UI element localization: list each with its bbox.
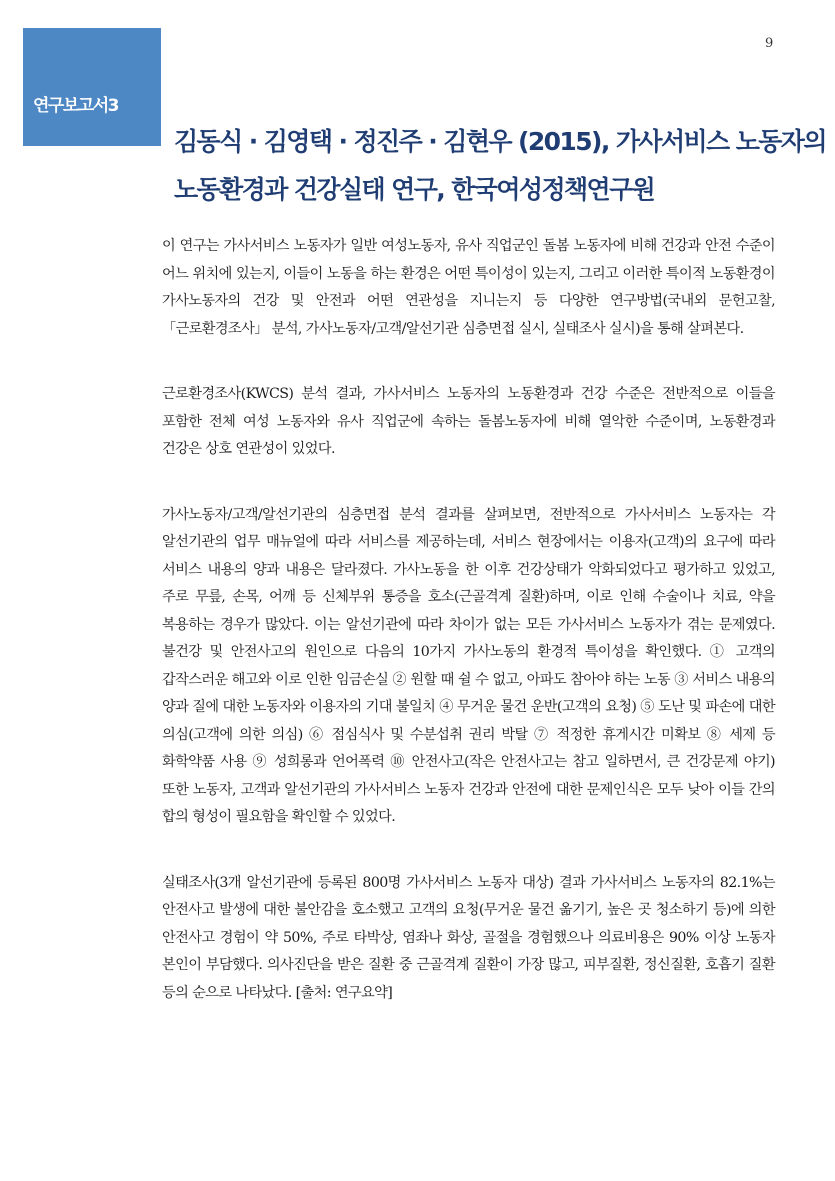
paragraph-survey-results: 실태조사(3개 알선기관에 등록된 800명 가사서비스 노동자 대상) 결과 가사서비스 노동자의 82.1%는 안전사고 발생에 대한 불안감을 호소했고 고객의 요청(무거운 물건 옮기기, 높은 곳 청소하기 등)에 의한 안전사고 경험이 약 50%, 주로 타박상, 염좌나 화상, 골절을 경험했으나 의료비용은 90% 이상 노동자 본인이 부담했다. 의사진단을 받은 질환 중 근골격계 질환이 가장 많고, 피부질환, 정신질환, 호흡기 질환 등의 순으로 나타났다. [출처: 연구요약] [162, 874, 775, 1001]
summary-body [162, 233, 775, 1045]
report-title-line-1: 김동식 · 김영택 · 정진주 · 김현우 (2015), 가사서비스 노동자의 [174, 127, 826, 156]
report-title-line-2: 노동환경과 건강실태 연구, 한국여성정책연구원 [174, 175, 655, 204]
page-number: 9 [765, 36, 774, 51]
report-title [174, 118, 826, 214]
paragraph-research-overview: 이 연구는 가사서비스 노동자가 일반 여성노동자, 유사 직업군인 돌봄 노동자에 비해 건강과 안전 수준이 어느 위치에 있는지, 이들이 노동을 하는 환경은 어떤 특이성이 있는지, 그리고 이러한 특이적 노동환경이 가사노동자의 건강 및 안전과 어떤 연관성을 지니는지 등 다양한 연구방법(국내외 문헌고찰, 「근로환경조사」 분석, 가사노동자/고객/알선기관 심층면접 실시, 실태조사 실시)을 통해 살펴본다. [162, 238, 775, 337]
paragraph-kwcs-analysis: 근로환경조사(KWCS) 분석 결과, 가사서비스 노동자의 노동환경과 건강 수준은 전반적으로 이들을 포함한 전체 여성 노동자와 유사 직업군에 속하는 돌봄노동자에 비해 열악한 수준이며, 노동환경과 건강은 상호 연관성이 있었다. [162, 386, 775, 457]
section-tag [23, 28, 161, 146]
paragraph-interview-analysis: 가사노동자/고객/알선기관의 심층면접 분석 결과를 살펴보면, 전반적으로 가사서비스 노동자는 각 알선기관의 업무 매뉴얼에 따라 서비스를 제공하는데, 서비스 현장에서는 이용자(고객)의 요구에 따라 서비스 내용의 양과 내용은 달라졌다. 가사노동을 한 이후 건강상태가 악화되었다고 평가하고 있었고, 주로 무릎, 손목, 어깨 등 신체부위 통증을 호소(근골격계 질환)하며, 이로 인해 수술이나 치료, 약을 복용하는 경우가 많았다. 이는 알선기관에 따라 차이가 없는 모든 가사서비스 노동자가 겪는 문제였다. 불건강 및 안전사고의 원인으로 다음의 10가지 가사노동의 환경적 특이성을 확인했다. ① 고객의 갑작스러운 해고와 이로 인한 임금손실 ② 원할 때 쉴 수 없고, 아파도 참아야 하는 노동 ③ 서비스 내용의 양과 질에 대한 노동자와 이용자의 기대 불일치 ④ 무거운 물건 운반(고객의 요청) ⑤ 도난 및 파손에 대한 의심(고객에 의한 의심) ⑥ 점심식사 및 수분섭취 권리 박탈 ⑦ 적정한 휴게시간 미확보 ⑧ 세제 등 화학약품 사용 ⑨ 성희롱과 언어폭력 ⑩ 안전사고(작은 안전사고는 참고 일하면서, 큰 건강문제 야기) 또한 노동자, 고객과 알선기관의 가사서비스 노동자 건강과 안전에 대한 문제인식은 모두 낮아 이들 간의 합의 형성이 필요함을 확인할 수 있었다. [162, 506, 775, 825]
section-tag-label: 연구보고서3 [33, 96, 118, 116]
